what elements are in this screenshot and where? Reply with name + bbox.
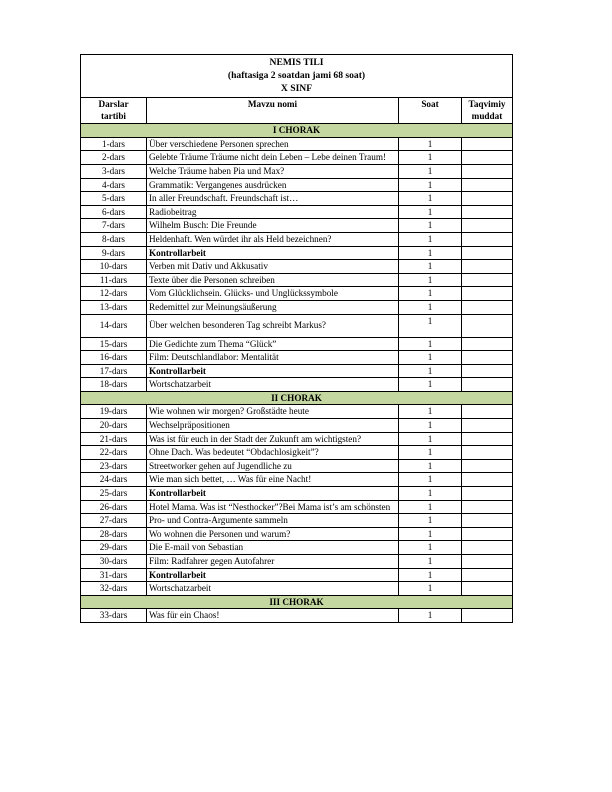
lesson-row: [81, 541, 513, 555]
lesson-number: 28-dars: [81, 527, 147, 541]
lesson-hours: 1: [399, 314, 462, 337]
quarter-title: III CHORAK: [81, 595, 513, 609]
lesson-calendar-date: [462, 219, 513, 233]
lesson-plan-document: [80, 54, 512, 623]
lesson-hours: 1: [399, 287, 462, 301]
lesson-number: 8-dars: [81, 232, 147, 246]
lesson-hours: 1: [399, 432, 462, 446]
lesson-topic: Wortschatzarbeit: [147, 582, 399, 596]
lesson-topic: Heldenhaft. Wen würdet ihr als Held bezeichnen?: [147, 232, 399, 246]
lesson-row: [81, 232, 513, 246]
lesson-hours: 1: [399, 351, 462, 365]
lesson-row: [81, 446, 513, 460]
lesson-topic: Wie wohnen wir morgen? Großstädte heute: [147, 405, 399, 419]
lesson-row: [81, 364, 513, 378]
lesson-hours: 1: [399, 473, 462, 487]
lesson-row: [81, 555, 513, 569]
lesson-hours: 1: [399, 178, 462, 192]
lesson-calendar-date: [462, 527, 513, 541]
lesson-topic: Texte über die Personen schreiben: [147, 273, 399, 287]
lesson-calendar-date: [462, 419, 513, 433]
lesson-row: [81, 378, 513, 392]
lesson-calendar-date: [462, 287, 513, 301]
lesson-row: [81, 287, 513, 301]
lesson-number: 13-dars: [81, 300, 147, 314]
lesson-hours: 1: [399, 582, 462, 596]
lesson-hours: 1: [399, 541, 462, 555]
lesson-topic: Vom Glücklichsein. Glücks- und Unglückssymbole: [147, 287, 399, 301]
lesson-row: [81, 314, 513, 337]
lesson-calendar-date: [462, 555, 513, 569]
hours-summary: (haftasiga 2 soatdan jami 68 soat): [227, 70, 366, 82]
lesson-row: [81, 459, 513, 473]
lesson-hours: 1: [399, 378, 462, 392]
lesson-number: 1-dars: [81, 137, 147, 151]
lesson-hours: 1: [399, 151, 462, 165]
lesson-calendar-date: [462, 568, 513, 582]
lesson-topic: Film: Deutschlandlabor: Mentalität: [147, 351, 399, 365]
lesson-topic: Kontrollarbeit: [147, 364, 399, 378]
lesson-hours: 1: [399, 205, 462, 219]
lesson-hours: 1: [399, 137, 462, 151]
lesson-calendar-date: [462, 205, 513, 219]
lesson-calendar-date: [462, 151, 513, 165]
lesson-topic: Kontrollarbeit: [147, 568, 399, 582]
lesson-topic: Hotel Mama. Was ist “Nesthocker”?Bei Mama ist’s am schönsten: [147, 500, 399, 514]
column-header-topic: Mavzu nomi: [147, 97, 399, 124]
lesson-hours: 1: [399, 192, 462, 206]
lesson-topic: Wortschatzarbeit: [147, 378, 399, 392]
lesson-calendar-date: [462, 273, 513, 287]
lesson-number: 26-dars: [81, 500, 147, 514]
title-row: [81, 55, 513, 98]
subject-title: NEMIS TILI: [269, 57, 324, 68]
lesson-row: [81, 582, 513, 596]
lesson-row: [81, 405, 513, 419]
lesson-row: [81, 300, 513, 314]
lesson-number: 9-dars: [81, 246, 147, 260]
lesson-topic: Die Gedichte zum Thema “Glück”: [147, 337, 399, 351]
lesson-number: 24-dars: [81, 473, 147, 487]
lesson-number: 3-dars: [81, 164, 147, 178]
lesson-topic: Radiobeitrag: [147, 205, 399, 219]
grade-title: X SINF: [280, 83, 313, 95]
lesson-row: [81, 205, 513, 219]
lesson-number: 33-dars: [81, 609, 147, 623]
lesson-calendar-date: [462, 364, 513, 378]
lesson-row: [81, 609, 513, 623]
lesson-number: 31-dars: [81, 568, 147, 582]
lesson-hours: 1: [399, 300, 462, 314]
lesson-topic: Pro- und Contra-Argumente sammeln: [147, 514, 399, 528]
quarter-row: [81, 391, 513, 405]
lesson-topic: Welche Träume haben Pia und Max?: [147, 164, 399, 178]
lesson-hours: 1: [399, 219, 462, 233]
lesson-hours: 1: [399, 232, 462, 246]
lesson-number: 11-dars: [81, 273, 147, 287]
lesson-hours: 1: [399, 164, 462, 178]
lesson-row: [81, 487, 513, 501]
lesson-row: [81, 514, 513, 528]
lesson-number: 10-dars: [81, 260, 147, 274]
quarter-row: [81, 124, 513, 138]
lesson-number: 6-dars: [81, 205, 147, 219]
lesson-topic: Ohne Dach. Was bedeutet “Obdachlosigkeit”?: [147, 446, 399, 460]
lesson-row: [81, 164, 513, 178]
lesson-row: [81, 151, 513, 165]
lesson-calendar-date: [462, 432, 513, 446]
column-header-calendar: Taqvimiy muddat: [462, 97, 513, 124]
lesson-topic: Die E-mail von Sebastian: [147, 541, 399, 555]
lesson-row: [81, 419, 513, 433]
lesson-calendar-date: [462, 337, 513, 351]
lesson-row: [81, 137, 513, 151]
lesson-row: [81, 432, 513, 446]
document-title: [81, 55, 513, 98]
lesson-number: 12-dars: [81, 287, 147, 301]
lesson-row: [81, 246, 513, 260]
lesson-number: 32-dars: [81, 582, 147, 596]
lesson-calendar-date: [462, 314, 513, 337]
lesson-calendar-date: [462, 137, 513, 151]
lesson-number: 4-dars: [81, 178, 147, 192]
lesson-topic: Was ist für euch in der Stadt der Zukunft am wichtigsten?: [147, 432, 399, 446]
lesson-number: 2-dars: [81, 151, 147, 165]
lesson-calendar-date: [462, 459, 513, 473]
lesson-calendar-date: [462, 300, 513, 314]
lesson-calendar-date: [462, 487, 513, 501]
lesson-topic: Wechselpräpositionen: [147, 419, 399, 433]
lesson-calendar-date: [462, 378, 513, 392]
lesson-number: 21-dars: [81, 432, 147, 446]
lesson-topic: Verben mit Dativ und Akkusativ: [147, 260, 399, 274]
column-header-hours: Soat: [399, 97, 462, 124]
lesson-number: 23-dars: [81, 459, 147, 473]
lesson-topic: Redemittel zur Meinungsäußerung: [147, 300, 399, 314]
lesson-calendar-date: [462, 609, 513, 623]
lesson-row: [81, 273, 513, 287]
quarter-title: I CHORAK: [81, 124, 513, 138]
lesson-row: [81, 500, 513, 514]
lesson-hours: 1: [399, 487, 462, 501]
lesson-topic: Film: Radfahrer gegen Autofahrer: [147, 555, 399, 569]
lesson-hours: 1: [399, 364, 462, 378]
lesson-calendar-date: [462, 446, 513, 460]
lesson-hours: 1: [399, 419, 462, 433]
lesson-number: 15-dars: [81, 337, 147, 351]
lesson-hours: 1: [399, 514, 462, 528]
lesson-calendar-date: [462, 192, 513, 206]
lesson-hours: 1: [399, 260, 462, 274]
lesson-calendar-date: [462, 514, 513, 528]
lesson-topic: In aller Freundschaft. Freundschaft ist…: [147, 192, 399, 206]
lesson-hours: 1: [399, 405, 462, 419]
lesson-calendar-date: [462, 405, 513, 419]
lesson-hours: 1: [399, 568, 462, 582]
lesson-topic: Kontrollarbeit: [147, 246, 399, 260]
lesson-number: 22-dars: [81, 446, 147, 460]
lesson-number: 19-dars: [81, 405, 147, 419]
lesson-number: 16-dars: [81, 351, 147, 365]
lesson-row: [81, 568, 513, 582]
lesson-hours: 1: [399, 555, 462, 569]
lesson-number: 17-dars: [81, 364, 147, 378]
quarter-row: [81, 595, 513, 609]
lesson-number: 20-dars: [81, 419, 147, 433]
lesson-hours: 1: [399, 609, 462, 623]
lesson-topic: Wie man sich bettet, … Was für eine Nacht!: [147, 473, 399, 487]
lesson-topic: Grammatik: Vergangenes ausdrücken: [147, 178, 399, 192]
lesson-number: 27-dars: [81, 514, 147, 528]
lesson-number: 29-dars: [81, 541, 147, 555]
lesson-topic: Was für ein Chaos!: [147, 609, 399, 623]
lesson-row: [81, 192, 513, 206]
lesson-row: [81, 473, 513, 487]
lesson-hours: 1: [399, 527, 462, 541]
lesson-topic: Streetworker gehen auf Jugendliche zu: [147, 459, 399, 473]
lesson-calendar-date: [462, 582, 513, 596]
lesson-calendar-date: [462, 473, 513, 487]
lesson-topic: Gelebte Träume Träume nicht dein Leben – Lebe deinen Traum!: [147, 151, 399, 165]
lesson-calendar-date: [462, 246, 513, 260]
lesson-plan-table: [80, 54, 513, 623]
lesson-number: 25-dars: [81, 487, 147, 501]
lesson-row: [81, 351, 513, 365]
lesson-row: [81, 527, 513, 541]
lesson-row: [81, 219, 513, 233]
lesson-hours: 1: [399, 446, 462, 460]
lesson-calendar-date: [462, 232, 513, 246]
lesson-row: [81, 337, 513, 351]
lesson-topic: Über verschiedene Personen sprechen: [147, 137, 399, 151]
lesson-topic: Kontrollarbeit: [147, 487, 399, 501]
lesson-number: 7-dars: [81, 219, 147, 233]
lesson-number: 14-dars: [81, 314, 147, 337]
column-header-lesson: Darslar tartibi: [81, 97, 147, 124]
quarter-title: II CHORAK: [81, 391, 513, 405]
lesson-topic: Über welchen besonderen Tag schreibt Markus?: [147, 314, 399, 337]
lesson-hours: 1: [399, 337, 462, 351]
lesson-calendar-date: [462, 541, 513, 555]
lesson-hours: 1: [399, 273, 462, 287]
lesson-number: 18-dars: [81, 378, 147, 392]
lesson-topic: Wo wohnen die Personen und warum?: [147, 527, 399, 541]
lesson-hours: 1: [399, 246, 462, 260]
lesson-topic: Wilhelm Busch: Die Freunde: [147, 219, 399, 233]
lesson-calendar-date: [462, 178, 513, 192]
lesson-calendar-date: [462, 351, 513, 365]
lesson-calendar-date: [462, 164, 513, 178]
lesson-row: [81, 178, 513, 192]
lesson-number: 30-dars: [81, 555, 147, 569]
lesson-number: 5-dars: [81, 192, 147, 206]
lesson-calendar-date: [462, 500, 513, 514]
column-header-row: [81, 97, 513, 124]
lesson-row: [81, 260, 513, 274]
lesson-hours: 1: [399, 459, 462, 473]
lesson-hours: 1: [399, 500, 462, 514]
lesson-calendar-date: [462, 260, 513, 274]
